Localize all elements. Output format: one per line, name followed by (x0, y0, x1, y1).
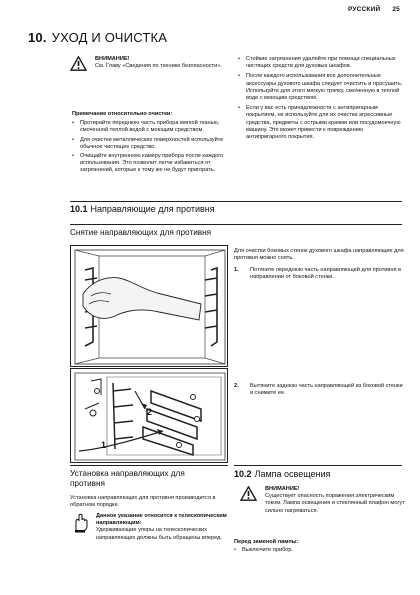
warning-text: См. Главу «Сведения по технике безопасности». (95, 63, 222, 70)
section-10-1-heading (70, 204, 215, 214)
warning-block (70, 56, 230, 71)
install-heading: Установка направляющих для противня (70, 469, 185, 488)
step-text: Потяните переднюю часть направляющей для противня в направлении от боковой стенки. (250, 267, 402, 281)
figure-remove-rear-guide (70, 368, 228, 463)
step-text: Вытяните заднюю часть направляющей из боковой стенки и снимите ее. (250, 383, 403, 397)
figure-label-1: 1 (101, 440, 107, 450)
oven-guide-illustration-2 (71, 369, 228, 463)
before-title: Перед заменой лампы: (234, 539, 299, 545)
section-number: 10.1 (70, 204, 88, 214)
lamp-warning-text: Существует опасность поражения электрическим током. Лампа освещения и стеклянный плафон могут сильно нагреваться. (265, 493, 405, 514)
list-item: • Стойкие загрязнения удаляйте при помощи специальных чистящих средств для духовых шкафов. (238, 56, 403, 70)
hand-pointer-icon (70, 513, 90, 533)
page-header (338, 6, 400, 13)
list-item: • Очищайте внутреннюю камеру прибора после каждого использования. Это позволит легче избавиться от загрязнений, которые к тому же не будут пригорать. (72, 153, 227, 175)
section-10-2-heading (234, 469, 330, 479)
warning-triangle-icon (240, 486, 257, 501)
section-rule (70, 201, 402, 202)
step-number: 1. (234, 267, 239, 273)
figure-pull-front-guide (70, 245, 228, 367)
warning-label: ВНИМАНИЕ! (95, 56, 130, 62)
removal-heading: Снятие направляющих для противня (70, 228, 212, 237)
list-item: • Протирайте переднюю часть прибора мягкой тканью, смоченной теплой водой с моющим средством. (72, 120, 227, 134)
install-note-title: Данное указание относится к телескопическим направляющим: (96, 513, 227, 527)
lamp-warning (240, 486, 405, 515)
install-text: Установка направляющих для противня производится в обратном порядке. (70, 495, 216, 509)
chapter-number: 10. (28, 30, 47, 45)
page-number: 25 (392, 6, 400, 13)
right-column-list (238, 56, 403, 141)
header-language: РУССКИЙ (347, 6, 381, 13)
step-item (234, 383, 404, 397)
install-rule (70, 465, 228, 466)
section-title: Направляющие для противня (90, 204, 215, 214)
removal-steps-1 (234, 267, 404, 281)
chapter-title-text: УХОД И ОЧИСТКА (51, 30, 168, 45)
before-lamp-change (234, 539, 404, 554)
figure-label-2: 2 (147, 407, 153, 417)
section-10-2-rule (234, 465, 402, 466)
oven-guide-illustration-1 (71, 246, 228, 367)
removal-intro: Для очистки боковых стенок духового шкафа направляющие для противня можно снять. (234, 248, 404, 262)
step-number: 2. (234, 383, 239, 389)
install-note (70, 513, 230, 542)
section-number: 10.2 (234, 469, 252, 479)
cleaning-note-title: Примечание относительно очистки: (72, 111, 173, 117)
install-note-text: Удерживающие упоры на телескопических направляющих должны быть обращены вперед. (96, 527, 222, 541)
removal-steps-2 (234, 383, 404, 397)
warning-triangle-icon (70, 56, 87, 71)
lamp-warning-label: ВНИМАНИЕ! (265, 486, 300, 492)
list-item: • Для очистки металлических поверхностей используйте обычное чистящее средство. (72, 137, 227, 151)
list-item: • Выключите прибор. (234, 547, 404, 554)
step-item (234, 267, 404, 281)
subsection-rule (70, 224, 402, 225)
chapter-title (28, 30, 167, 45)
section-title: Лампа освещения (254, 469, 331, 479)
list-item: • После каждого использования все дополнительные аксессуары духового шкафа следует очистить и просушить. Используйте для этого мягкую тряпку, смоченную в теплой воде с моющим средством. (238, 73, 403, 102)
list-item: • Если у вас есть принадлежности с антипригарным покрытием, не используйте для их очистки агрессивные средства, предметы с острыми краями или посудомоечную машину. Это может привести к повреждению антипригарного покрытия. (238, 105, 403, 141)
cleaning-note-list (72, 120, 227, 174)
cleaning-note (72, 111, 227, 175)
